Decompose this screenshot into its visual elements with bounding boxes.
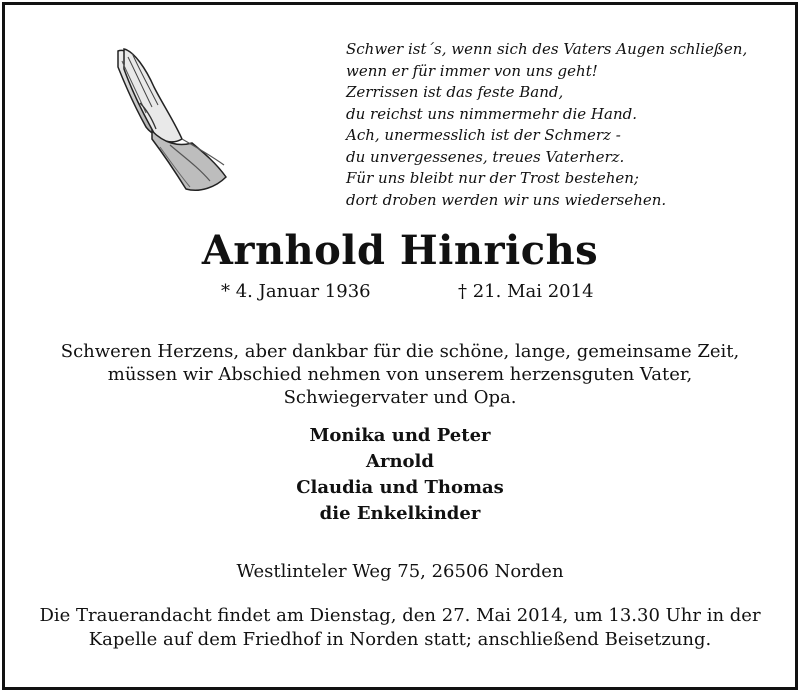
message-line: müssen wir Abschied nehmen von unserem herzensguten Vater, bbox=[107, 364, 693, 385]
service-info bbox=[5, 604, 795, 652]
praying-hands-icon bbox=[100, 43, 235, 198]
message-line: Schwiegervater und Opa. bbox=[283, 387, 517, 408]
death-date: † 21. Mai 2014 bbox=[458, 281, 594, 302]
obituary-notice bbox=[2, 2, 798, 690]
memorial-poem bbox=[346, 39, 786, 211]
poem-line: Ach, unermesslich ist der Schmerz - bbox=[346, 126, 621, 144]
poem-line: Zerrissen ist das feste Band, bbox=[346, 83, 564, 101]
mourner-name: die Enkelkinder bbox=[319, 503, 481, 524]
poem-line: du reichst uns nimmermehr die Hand. bbox=[346, 104, 637, 123]
deceased-name: Arnhold Hinrichs bbox=[201, 227, 599, 274]
poem-line: Für uns bleibt nur der Trost bestehen; bbox=[346, 169, 639, 187]
mourner-name: Arnold bbox=[366, 451, 434, 472]
service-line: Die Trauerandacht findet am Dienstag, den 27. Mai 2014, um 13.30 Uhr in der bbox=[39, 605, 761, 626]
message-line: Schweren Herzens, aber dankbar für die schöne, lange, gemeinsame Zeit, bbox=[60, 341, 740, 362]
poem-line: Schwer ist´s, wenn sich des Vaters Augen schließen, bbox=[346, 40, 748, 58]
poem-line: dort droben werden wir uns wiedersehen. bbox=[346, 190, 667, 209]
service-line: Kapelle auf dem Friedhof in Norden statt; anschließend Beisetzung. bbox=[88, 629, 712, 650]
mourners-list bbox=[5, 423, 795, 527]
mourner-name: Claudia und Thomas bbox=[296, 477, 504, 498]
farewell-message bbox=[5, 340, 795, 409]
family-address: Westlinteler Weg 75, 26506 Norden bbox=[236, 561, 564, 582]
poem-line: du unvergessenes, treues Vaterherz. bbox=[346, 147, 625, 166]
mourner-name: Monika und Peter bbox=[309, 425, 491, 446]
poem-line: wenn er für immer von uns geht! bbox=[346, 61, 598, 80]
birth-date: * 4. Januar 1936 bbox=[221, 281, 371, 302]
